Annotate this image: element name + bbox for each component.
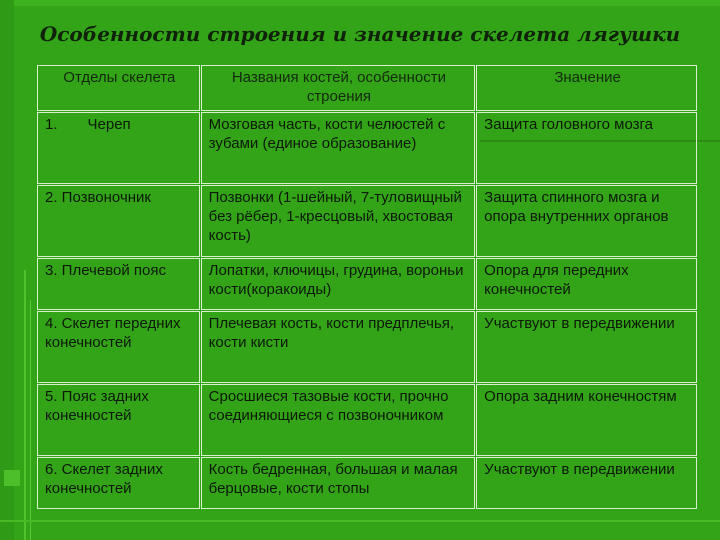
cell-bones: Плечевая кость, кости предплечья, кости кисти [201,311,476,383]
table-row [37,384,697,456]
decorative-square [4,470,20,486]
section-name: Череп [87,116,131,133]
cell-section: 5. Пояс задних конечностей [37,384,200,456]
cell-meaning: Опора для передних конечностей [476,258,697,310]
table-row [37,258,697,310]
cell-meaning: Участвуют в передвижении [476,311,697,383]
table-row [37,311,697,383]
cell-bones: Мозговая часть, кости челюстей с зубами (единое образование) [201,112,476,184]
decorative-line [30,300,31,540]
table-row [37,185,697,257]
cell-meaning: Участвуют в передвижении [476,457,697,509]
cell-section: 3. Плечевой пояс [37,258,200,310]
decorative-top-band [0,0,720,6]
cell-section [37,112,200,184]
skeleton-table [36,64,698,510]
header-bones: Названия костей, особенности строения [201,65,476,111]
cell-meaning: Опора задним конечностям [476,384,697,456]
cell-meaning: Защита головного мозга [476,112,697,184]
cell-bones: Сросшиеся тазовые кости, прочно соединяющиеся с позвоночником [201,384,476,456]
cell-section: 2. Позвоночник [37,185,200,257]
cell-bones: Лопатки, ключицы, грудина, вороньи кости(коракоиды) [201,258,476,310]
cell-bones: Позвонки (1-шейный, 7-туловищный без рёбер, 1-кресцовый, хвостовая кость) [201,185,476,257]
slide-title: Особенности строения и значение скелета лягушки [39,22,681,46]
cell-meaning: Защита спинного мозга и опора внутренних органов [476,185,697,257]
header-meaning: Значение [476,65,697,111]
table-row [37,112,697,184]
decorative-line [0,520,720,522]
decorative-line [24,270,26,540]
cell-section: 4. Скелет передних конечностей [37,311,200,383]
cell-bones: Кость бедренная, большая и малая берцовые, кости стопы [201,457,476,509]
table-row [37,457,697,509]
decorative-left-strip [0,0,14,540]
cell-section: 6. Скелет задних конечностей [37,457,200,509]
section-number: 1. [45,116,58,133]
table-header-row [37,65,697,111]
header-sections: Отделы скелета [37,65,200,111]
